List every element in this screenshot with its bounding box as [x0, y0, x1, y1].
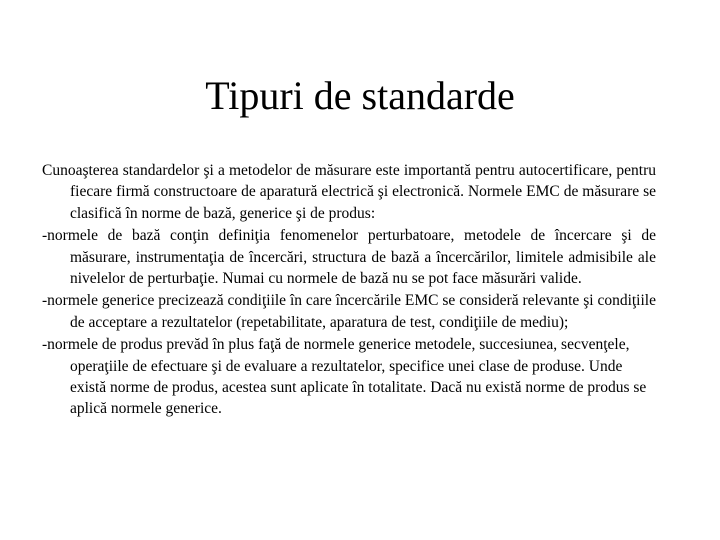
- slide-title: Tipuri de standarde: [205, 73, 515, 118]
- paragraph-basic-norms: -normele de bază conţin definiţia fenomenelor perturbatoare, metodele de încercare şi de măsurare, instrumentaţia de încercări, structura de bază a încercărilor, limitele admisibile ale nivelelor de perturbaţie. Numai cu normele de bază nu se pot face măsurări valide.: [42, 227, 656, 288]
- paragraph-product-norms: -normele de produs prevăd în plus faţă de normele generice metodele, succesiunea, secvenţele, operaţiile de efectuare şi de evaluare a rezultatelor, specifice unei clase de produse. Unde există norme de produs, acestea sunt aplicate în totalitate. Dacă nu există norme de produs se aplică normele generice.: [42, 336, 647, 418]
- slide-body: [42, 160, 656, 421]
- paragraph-intro: Cunoaşterea standardelor şi a metodelor de măsurare este importantă pentru autocertificare, pentru fiecare firmă constructoare de aparatură electrică şi electronică. Normele EMC de măsurare se clasifică în norme de bază, generice şi de produs:: [42, 162, 656, 222]
- paragraph-generic-norms: -normele generice precizează condiţiile în care încercările EMC se consideră relevante şi condiţiile de acceptare a rezultatelor (repetabilitate, aparatura de test, condiţiile de mediu);: [42, 292, 656, 331]
